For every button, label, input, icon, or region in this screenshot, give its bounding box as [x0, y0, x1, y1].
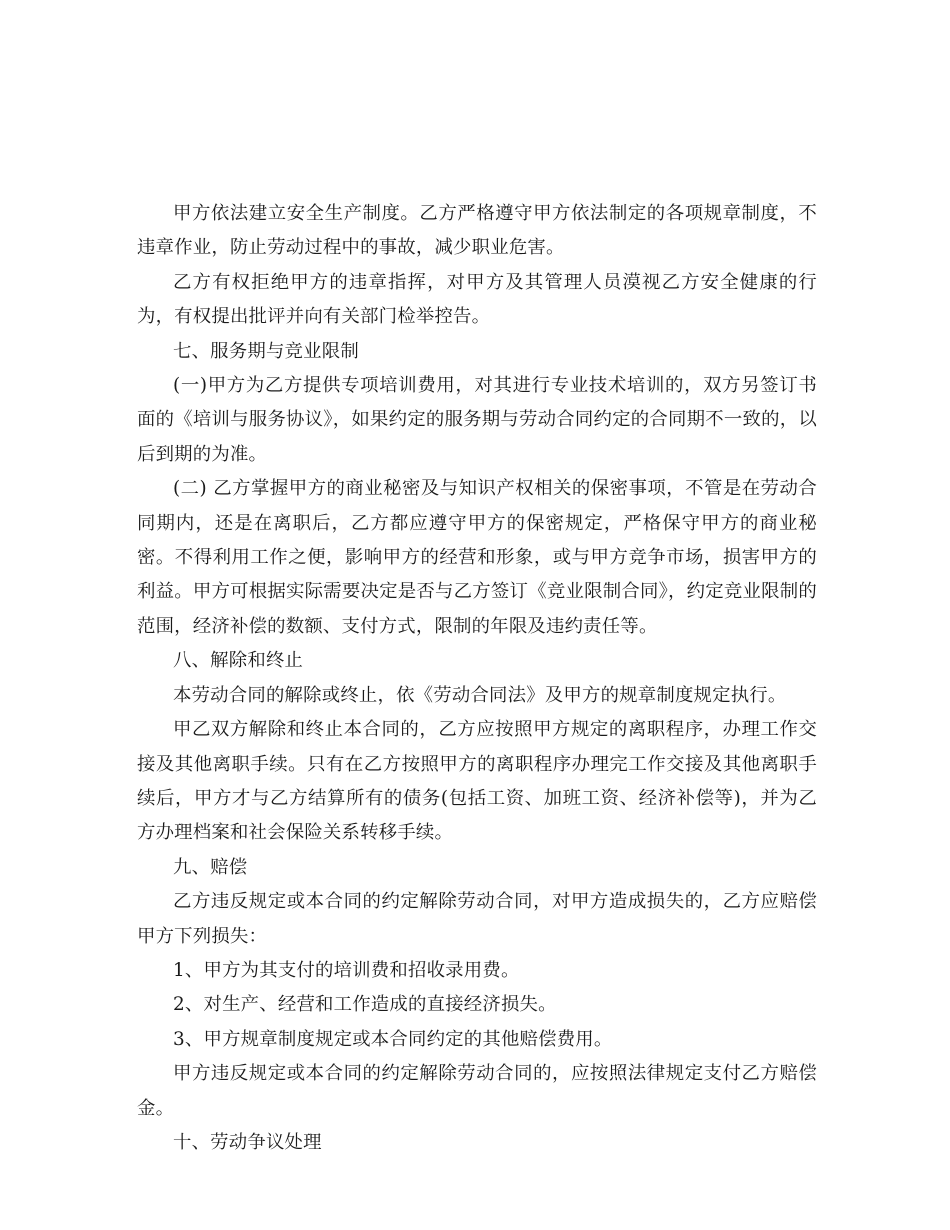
paragraph-training-agreement: (一)甲方为乙方提供专项培训费用，对其进行专业技术培训的，双方另签订书面的《培训与服务协议》，如果约定的服务期与劳动合同约定的合同期不一致的，以后到期的为准。 — [137, 375, 817, 465]
section-heading-dispute: 十、劳动争议处理 — [173, 1131, 322, 1153]
section-heading-compensation: 九、赔偿 — [173, 856, 248, 878]
list-item-other-fees: 3、甲方规章制度规定或本合同约定的其他赔偿费用。 — [173, 1028, 613, 1050]
paragraph-confidentiality: (二) 乙方掌握甲方的商业秘密及与知识产权相关的保密事项，不管是在劳动合同期内，还是在离职后，乙方都应遵守甲方的保密规定，严格保守甲方的商业秘密。不得利用工作之便，影响甲方的经营和形象，或与甲方竞争市场，损害甲方的利益。甲方可根据实际需要决定是否与乙方签订《竞业限制合同》，约定竞业限制的范围，经济补偿的数额、支付方式，限制的年限及违约责任等。 — [137, 478, 817, 637]
paragraph-refuse-violation: 乙方有权拒绝甲方的违章指挥，对甲方及其管理人员漠视乙方安全健康的行为，有权提出批评并向有关部门检举控告。 — [137, 271, 817, 328]
document-body — [137, 197, 817, 1160]
paragraph-resignation-procedure: 甲乙双方解除和终止本合同的，乙方应按照甲方规定的离职程序，办理工作交接及其他离职手续。只有在乙方按照甲方的离职程序办理完工作交接及其他离职手续后，甲方才与乙方结算所有的债务(包括工资、加班工资、经济补偿等)，并为乙方办理档案和社会保险关系转移手续。 — [137, 719, 817, 844]
paragraph-termination-rule: 本劳动合同的解除或终止，依《劳动合同法》及甲方的规章制度规定执行。 — [173, 684, 787, 706]
paragraph-employer-compensation: 甲方违反规定或本合同的约定解除劳动合同的，应按照法律规定支付乙方赔偿金。 — [137, 1063, 817, 1119]
section-heading-termination: 八、解除和终止 — [173, 650, 304, 672]
paragraph-safety-system: 甲方依法建立安全生产制度。乙方严格遵守甲方依法制定的各项规章制度，不违章作业，防止劳动过程中的事故，减少职业危害。 — [137, 203, 817, 259]
paragraph-employee-compensation: 乙方违反规定或本合同的约定解除劳动合同，对甲方造成损失的，乙方应赔偿甲方下列损失： — [137, 891, 817, 947]
list-item-direct-loss: 2、对生产、经营和工作造成的直接经济损失。 — [173, 994, 557, 1016]
section-heading-service-period: 七、服务期与竞业限制 — [173, 340, 359, 362]
list-item-training-fee: 1、甲方为其支付的培训费和招收录用费。 — [173, 959, 520, 981]
